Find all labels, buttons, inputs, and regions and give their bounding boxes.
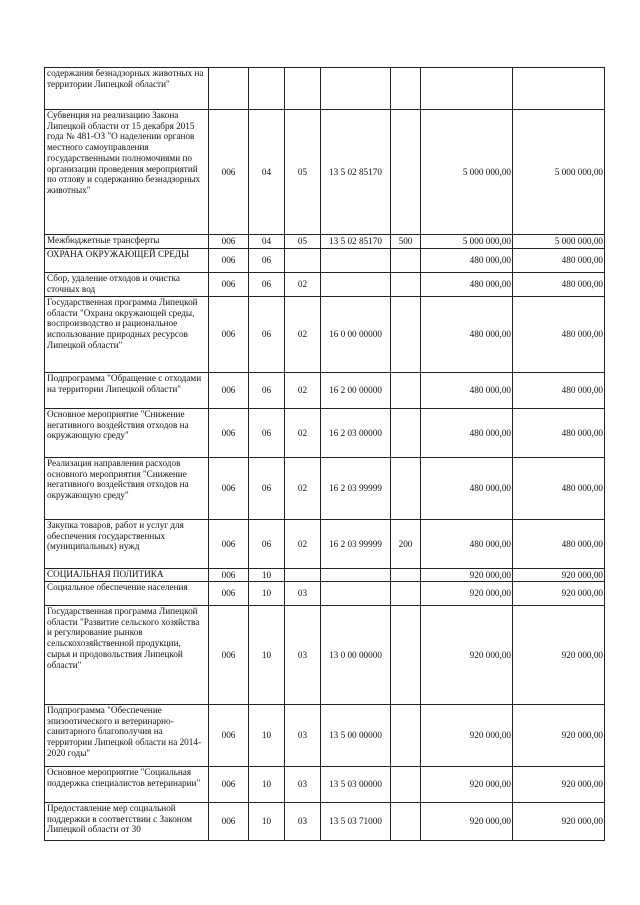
table-row — [45, 68, 605, 110]
section-code-cell: 10 — [249, 767, 285, 803]
target-article-cell — [321, 582, 391, 606]
expense-type-cell — [391, 297, 421, 373]
amount-year2-cell: 480 000,00 — [513, 520, 605, 569]
target-article-cell: 16 2 03 00000 — [321, 409, 391, 458]
section-code-cell: 06 — [249, 520, 285, 569]
admin-code-cell: 006 — [209, 110, 249, 235]
subsection-code-cell: 03 — [285, 803, 321, 841]
target-article-cell: 16 2 03 99999 — [321, 520, 391, 569]
subsection-code-cell: 02 — [285, 409, 321, 458]
row-name-cell: Закупка товаров, работ и услуг для обеспечения государственных (муниципальных) нужд — [45, 520, 209, 569]
amount-year1-cell: 5 000 000,00 — [421, 235, 513, 249]
section-code-cell: 06 — [249, 249, 285, 273]
subsection-code-cell: 05 — [285, 235, 321, 249]
section-code-cell: 10 — [249, 803, 285, 841]
amount-year1-cell: 5 000 000,00 — [421, 110, 513, 235]
budget-table-body — [45, 68, 605, 841]
target-article-cell: 13 5 00 00000 — [321, 705, 391, 767]
subsection-code-cell — [285, 68, 321, 110]
subsection-code-cell: 03 — [285, 582, 321, 606]
admin-code-cell: 006 — [209, 705, 249, 767]
amount-year1-cell: 920 000,00 — [421, 582, 513, 606]
expense-type-cell — [391, 68, 421, 110]
budget-table-page — [44, 67, 604, 841]
target-article-cell — [321, 273, 391, 297]
table-row — [45, 110, 605, 235]
amount-year1-cell: 480 000,00 — [421, 409, 513, 458]
section-code-cell — [249, 68, 285, 110]
admin-code-cell: 006 — [209, 520, 249, 569]
subsection-code-cell: 05 — [285, 110, 321, 235]
expense-type-cell: 200 — [391, 520, 421, 569]
admin-code-cell — [209, 68, 249, 110]
expense-type-cell — [391, 582, 421, 606]
section-code-cell: 06 — [249, 373, 285, 409]
row-name-cell: Сбор, удаление отходов и очистка сточных вод — [45, 273, 209, 297]
amount-year2-cell: 920 000,00 — [513, 705, 605, 767]
target-article-cell: 13 5 03 71000 — [321, 803, 391, 841]
amount-year2-cell: 480 000,00 — [513, 297, 605, 373]
row-name-cell: Субвенция на реализацию Закона Липецкой области от 15 декабря 2015 года № 481-ОЗ "О наделении органов местного самоуправления государственными полномочиями по организации проведения мероприятий по отлову и содержанию безнадзорных животных" — [45, 110, 209, 235]
row-name-cell: Подпрограмма "Обращение с отходами на территории Липецкой области" — [45, 373, 209, 409]
expense-type-cell — [391, 373, 421, 409]
table-row — [45, 297, 605, 373]
table-row — [45, 249, 605, 273]
target-article-cell: 16 0 00 00000 — [321, 297, 391, 373]
row-name-cell: Основное мероприятие "Социальная поддержка специалистов ветеринарии" — [45, 767, 209, 803]
amount-year2-cell: 480 000,00 — [513, 249, 605, 273]
target-article-cell: 13 0 00 00000 — [321, 606, 391, 705]
expense-type-cell — [391, 606, 421, 705]
amount-year1-cell: 480 000,00 — [421, 373, 513, 409]
target-article-cell — [321, 569, 391, 582]
amount-year2-cell: 480 000,00 — [513, 409, 605, 458]
table-row — [45, 409, 605, 458]
admin-code-cell: 006 — [209, 235, 249, 249]
target-article-cell — [321, 68, 391, 110]
amount-year1-cell — [421, 68, 513, 110]
amount-year2-cell: 920 000,00 — [513, 582, 605, 606]
amount-year2-cell: 5 000 000,00 — [513, 235, 605, 249]
target-article-cell — [321, 249, 391, 273]
amount-year1-cell: 920 000,00 — [421, 606, 513, 705]
amount-year1-cell: 480 000,00 — [421, 273, 513, 297]
table-row — [45, 803, 605, 841]
table-row — [45, 606, 605, 705]
subsection-code-cell: 02 — [285, 297, 321, 373]
amount-year2-cell: 480 000,00 — [513, 273, 605, 297]
admin-code-cell: 006 — [209, 582, 249, 606]
row-name-cell: ОХРАНА ОКРУЖАЮЩЕЙ СРЕДЫ — [45, 249, 209, 273]
target-article-cell: 16 2 03 99999 — [321, 458, 391, 520]
amount-year2-cell: 5 000 000,00 — [513, 110, 605, 235]
expense-type-cell — [391, 110, 421, 235]
section-code-cell: 04 — [249, 235, 285, 249]
admin-code-cell: 006 — [209, 249, 249, 273]
expense-type-cell — [391, 273, 421, 297]
expense-type-cell — [391, 803, 421, 841]
admin-code-cell: 006 — [209, 273, 249, 297]
subsection-code-cell: 02 — [285, 273, 321, 297]
row-name-cell: Межбюджетные трансферты — [45, 235, 209, 249]
subsection-code-cell: 02 — [285, 458, 321, 520]
subsection-code-cell — [285, 249, 321, 273]
row-name-cell: Социальное обеспечение населения — [45, 582, 209, 606]
admin-code-cell: 006 — [209, 297, 249, 373]
amount-year1-cell: 480 000,00 — [421, 249, 513, 273]
amount-year1-cell: 920 000,00 — [421, 569, 513, 582]
expense-type-cell — [391, 767, 421, 803]
section-code-cell: 04 — [249, 110, 285, 235]
target-article-cell: 13 5 03 00000 — [321, 767, 391, 803]
section-code-cell: 06 — [249, 409, 285, 458]
section-code-cell: 10 — [249, 606, 285, 705]
table-row — [45, 373, 605, 409]
amount-year2-cell: 920 000,00 — [513, 606, 605, 705]
amount-year2-cell: 480 000,00 — [513, 458, 605, 520]
section-code-cell: 10 — [249, 569, 285, 582]
table-row — [45, 458, 605, 520]
table-row — [45, 582, 605, 606]
admin-code-cell: 006 — [209, 409, 249, 458]
row-name-cell: Государственная программа Липецкой области "Охрана окружающей среды, воспроизводство и рациональное использование природных ресурсов Липецкой области" — [45, 297, 209, 373]
admin-code-cell: 006 — [209, 569, 249, 582]
row-name-cell: Реализация направления расходов основного мероприятия "Снижение негативного воздействия отходов на окружающую среду" — [45, 458, 209, 520]
expense-type-cell: 500 — [391, 235, 421, 249]
amount-year1-cell: 920 000,00 — [421, 803, 513, 841]
amount-year2-cell — [513, 68, 605, 110]
row-name-cell: содержания безнадзорных животных на территории Липецкой области" — [45, 68, 209, 110]
section-code-cell: 06 — [249, 297, 285, 373]
expense-type-cell — [391, 458, 421, 520]
subsection-code-cell: 03 — [285, 767, 321, 803]
admin-code-cell: 006 — [209, 373, 249, 409]
row-name-cell: СОЦИАЛЬНАЯ ПОЛИТИКА — [45, 569, 209, 582]
admin-code-cell: 006 — [209, 606, 249, 705]
expense-type-cell — [391, 409, 421, 458]
amount-year2-cell: 480 000,00 — [513, 373, 605, 409]
amount-year2-cell: 920 000,00 — [513, 803, 605, 841]
budget-table — [44, 67, 605, 841]
subsection-code-cell — [285, 569, 321, 582]
section-code-cell: 06 — [249, 273, 285, 297]
table-row — [45, 767, 605, 803]
amount-year1-cell: 480 000,00 — [421, 297, 513, 373]
row-name-cell: Государственная программа Липецкой области "Развитие сельского хозяйства и регулирование рынков сельскохозяйственной продукции, сырья и продовольствия Липецкой области" — [45, 606, 209, 705]
row-name-cell: Предоставление мер социальной поддержки в соответствии с Законом Липецкой области от 30 — [45, 803, 209, 841]
amount-year1-cell: 480 000,00 — [421, 520, 513, 569]
amount-year1-cell: 920 000,00 — [421, 705, 513, 767]
amount-year2-cell: 920 000,00 — [513, 569, 605, 582]
admin-code-cell: 006 — [209, 803, 249, 841]
section-code-cell: 10 — [249, 582, 285, 606]
table-row — [45, 235, 605, 249]
expense-type-cell — [391, 705, 421, 767]
table-row — [45, 569, 605, 582]
amount-year2-cell: 920 000,00 — [513, 767, 605, 803]
subsection-code-cell: 02 — [285, 373, 321, 409]
subsection-code-cell: 03 — [285, 705, 321, 767]
table-row — [45, 520, 605, 569]
target-article-cell: 13 5 02 85170 — [321, 110, 391, 235]
amount-year1-cell: 920 000,00 — [421, 767, 513, 803]
subsection-code-cell: 03 — [285, 606, 321, 705]
amount-year1-cell: 480 000,00 — [421, 458, 513, 520]
target-article-cell: 16 2 00 00000 — [321, 373, 391, 409]
section-code-cell: 06 — [249, 458, 285, 520]
subsection-code-cell: 02 — [285, 520, 321, 569]
row-name-cell: Подпрограмма "Обеспечение эпизоотического и ветеринарно-санитарного благополучия на территории Липецкой области на 2014-2020 годы" — [45, 705, 209, 767]
section-code-cell: 10 — [249, 705, 285, 767]
admin-code-cell: 006 — [209, 767, 249, 803]
table-row — [45, 273, 605, 297]
expense-type-cell — [391, 569, 421, 582]
row-name-cell: Основное мероприятие "Снижение негативного воздействия отходов на окружающую среду" — [45, 409, 209, 458]
expense-type-cell — [391, 249, 421, 273]
target-article-cell: 13 5 02 85170 — [321, 235, 391, 249]
table-row — [45, 705, 605, 767]
admin-code-cell: 006 — [209, 458, 249, 520]
